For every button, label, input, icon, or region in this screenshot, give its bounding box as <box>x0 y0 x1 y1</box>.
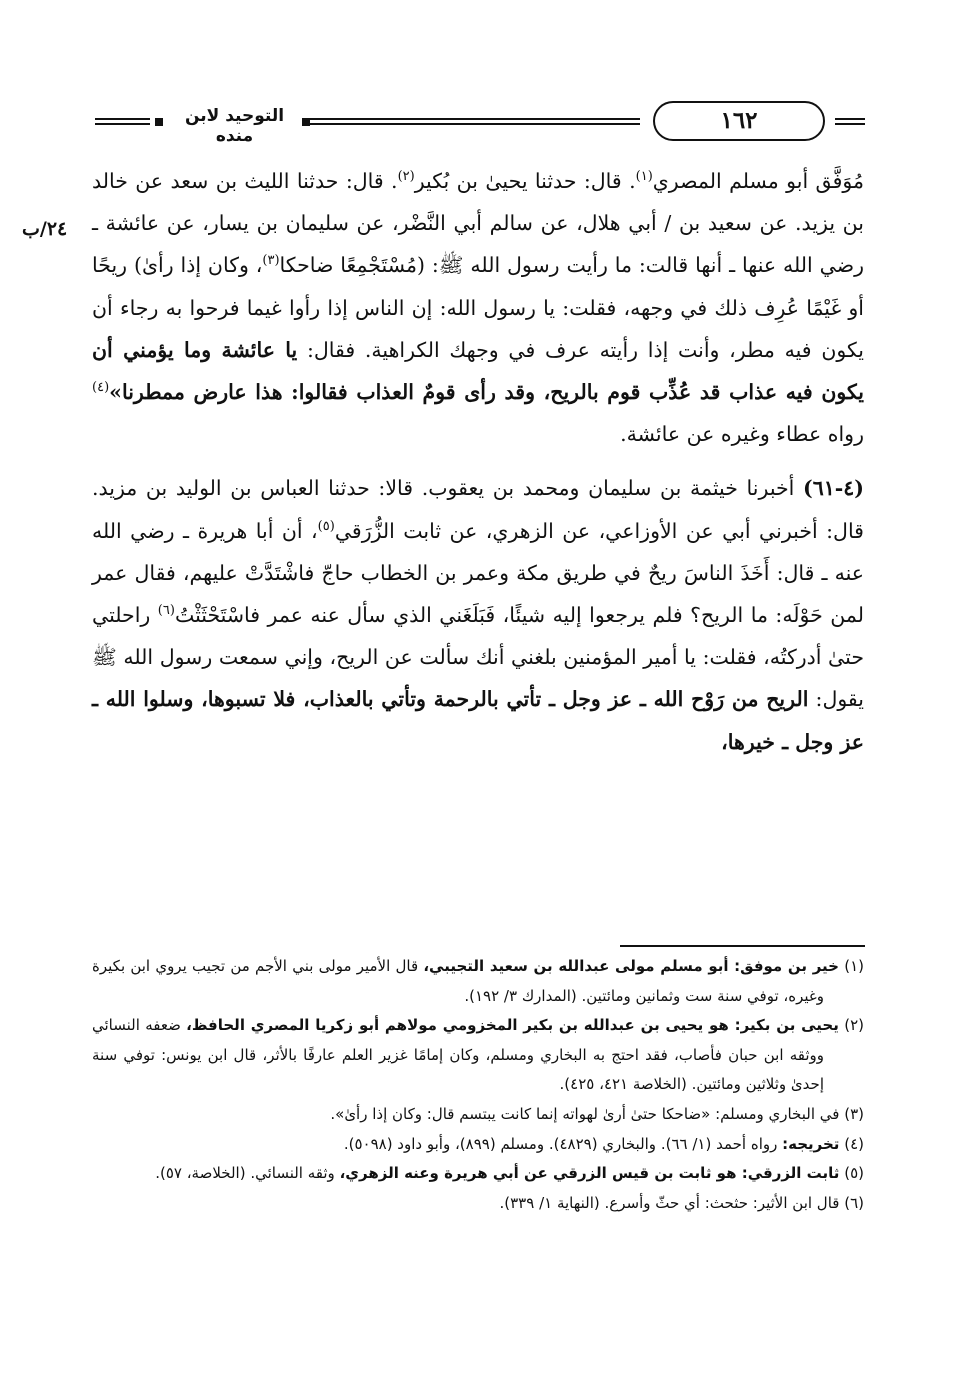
footnote-ref[interactable]: (٥) <box>317 518 335 534</box>
paragraph-hadith-61: (٤-٦١) أخبرنا خيثمة بن سليمان ومحمد بن يعقوب. قالا: حدثنا العباس بن الوليد بن مزيد. قال: أخبرني أبي عن الأوزاعي، عن الزهري، عن ثابت الزُّرَقي$^{(٥)}$، أن أبا هريرة ـ رضي الله عنه ـ قال: أَخَذَ الناسَ ريحٌ في طريق مكة وعمر بن الخطاب حاجّ فاشْتَدَّتْ عليهم، فقال عمر لمن حَوْلَه: ما الريح؟ فلم يرجعوا إليه شيئًا، فَبَلَغَني الذي سأل عنه عمر فاسْتَحْثَثْتُ$^{(٦)}$ راحلتي حتىٰ أدركتُه، فقلت: يا أمير المؤمنين بلغني أنك سألت عن الريح، وإني سمعت رسول الله ﷺ يقول: الريح من رَوْح الله ـ عز وجل ـ تأتي بالرحمة وتأتي بالعذاب، فلا تسبوها، وسلوا الله ـ عز وجل ـ خيرها، <box>92 476 864 754</box>
main-text <box>92 160 864 763</box>
footnote-3: (٣) في البخاري ومسلم: «ضاحكا حتىٰ أرىٰ لهواته إنما كانت يبتسم قال: وكان إذا رأىٰ». <box>330 1104 864 1123</box>
footnote-ref[interactable]: (٣) <box>262 253 280 269</box>
footnote-2: (٢) يحيى بن بكير: هو يحيى بن عبدالله بن بكير المخزومي مولاهم أبو زكريا المصري الحافظ، ضعفه النسائي ووثقه ابن حبان فأصاب، فقد احتج به البخاري ومسلم، وكان إمامًا غزير العلم عارفًا بالأثر، قال ابن يونس: توفي سنة إحدىٰ وثلاثين ومائتين. (الخلاصة ٤٢١، ٤٢٥). <box>92 1016 864 1094</box>
header-square-icon <box>155 118 163 126</box>
hadith-number: (٤-٦١) <box>803 476 864 501</box>
footnote-ref[interactable]: (٢) <box>397 169 415 184</box>
header-title: التوحيد لابن منده <box>184 106 285 146</box>
footnote-5: (٥) ثابت الزرقي: هو ثابت بن قيس الزرقي عن أبي هريرة وعنه الزهري، وثقه النسائي. (الخلاصة، ٥٧). <box>155 1164 864 1183</box>
header-square-icon <box>302 118 310 126</box>
prophetic-quote: يا عائشة وما يؤمني أن يكون فيه عذاب قد عُذِّب قوم بالريح، وقد رأى قومٌ العذاب فقالوا: هذا عارض ممطرنا» <box>92 337 864 405</box>
manuscript-folio-note: ٢٤/ب <box>22 218 68 240</box>
paragraph-hadith-60: مُوَفَّق أبو مسلم المصري$^{(١)}$. قال: حدثنا يحيىٰ بن بُكير$^{(٢)}$. قال: حدثنا الليث بن سعد عن خالد بن يزيد. عن سعيد بن / أبي هلال، عن سالم أبي النَّضْر، عن سليمان بن يسار، عن عائشة ـ رضي الله عنها ـ أنها قالت: ما رأيت رسول الله ﷺ: (مُسْتَجْمِعًا ضاحكا$^{(٣)}$، وكان إذا رأىٰ) ريحًا أو غَيْمًا عُرِف ذلك في وجهه، فقلت: يا رسول الله: إن الناس إذا رأوا غيما فرحوا به رجاء أن يكون فيه مطر، وأنت إذا رأيته عرف في وجهك الكراهية. فقال: يا عائشة وما يؤمني أن يكون فيه عذاب قد عُذِّب قوم بالريح، وقد رأى قومٌ العذاب فقالوا: هذا عارض ممطرنا»$^{(٤)}$ رواه عطاء وغيره عن عائشة. <box>92 169 865 447</box>
footnotes <box>92 952 864 1218</box>
footnote-6: (٦) قال ابن الأثير: حثحث: أي حثّ وأسرع. (النهاية ١/ ٣٣٩). <box>499 1193 864 1212</box>
footnote-4: (٤) تخريجه: رواه أحمد (١/ ٦٦). والبخاري (٤٨٢٩). ومسلم (٨٩٩)، وأبو داود (٥٠٩٨). <box>343 1134 864 1153</box>
header-rule-right <box>835 118 865 128</box>
running-header <box>95 100 865 146</box>
footnote-separator <box>620 945 865 947</box>
footnote-ref[interactable]: (٦) <box>157 603 175 619</box>
prophetic-quote: الريح من رَوْح الله ـ عز وجل ـ تأتي بالرحمة وتأتي بالعذاب، فلا تسبوها، وسلوا الله ـ عز وجل ـ خيرها، <box>92 687 864 754</box>
footnote-1: (١) خير بن موفق: أبو مسلم مولى عبدالله بن سعيد التجيبي، قال الأمير مولى بني الأجم من تجيب يروي ابن بكيرة وغيره، توفي سنة ست وثمانين ومائتين. (المدارك ٣/ ١٩٢). <box>92 957 864 1005</box>
page-number: ١٦٢ <box>653 101 825 141</box>
footnote-ref[interactable]: (١) <box>635 169 653 184</box>
header-rule-left <box>95 118 150 128</box>
header-rule-middle <box>310 118 640 128</box>
footnote-ref[interactable]: (٤) <box>92 380 110 396</box>
